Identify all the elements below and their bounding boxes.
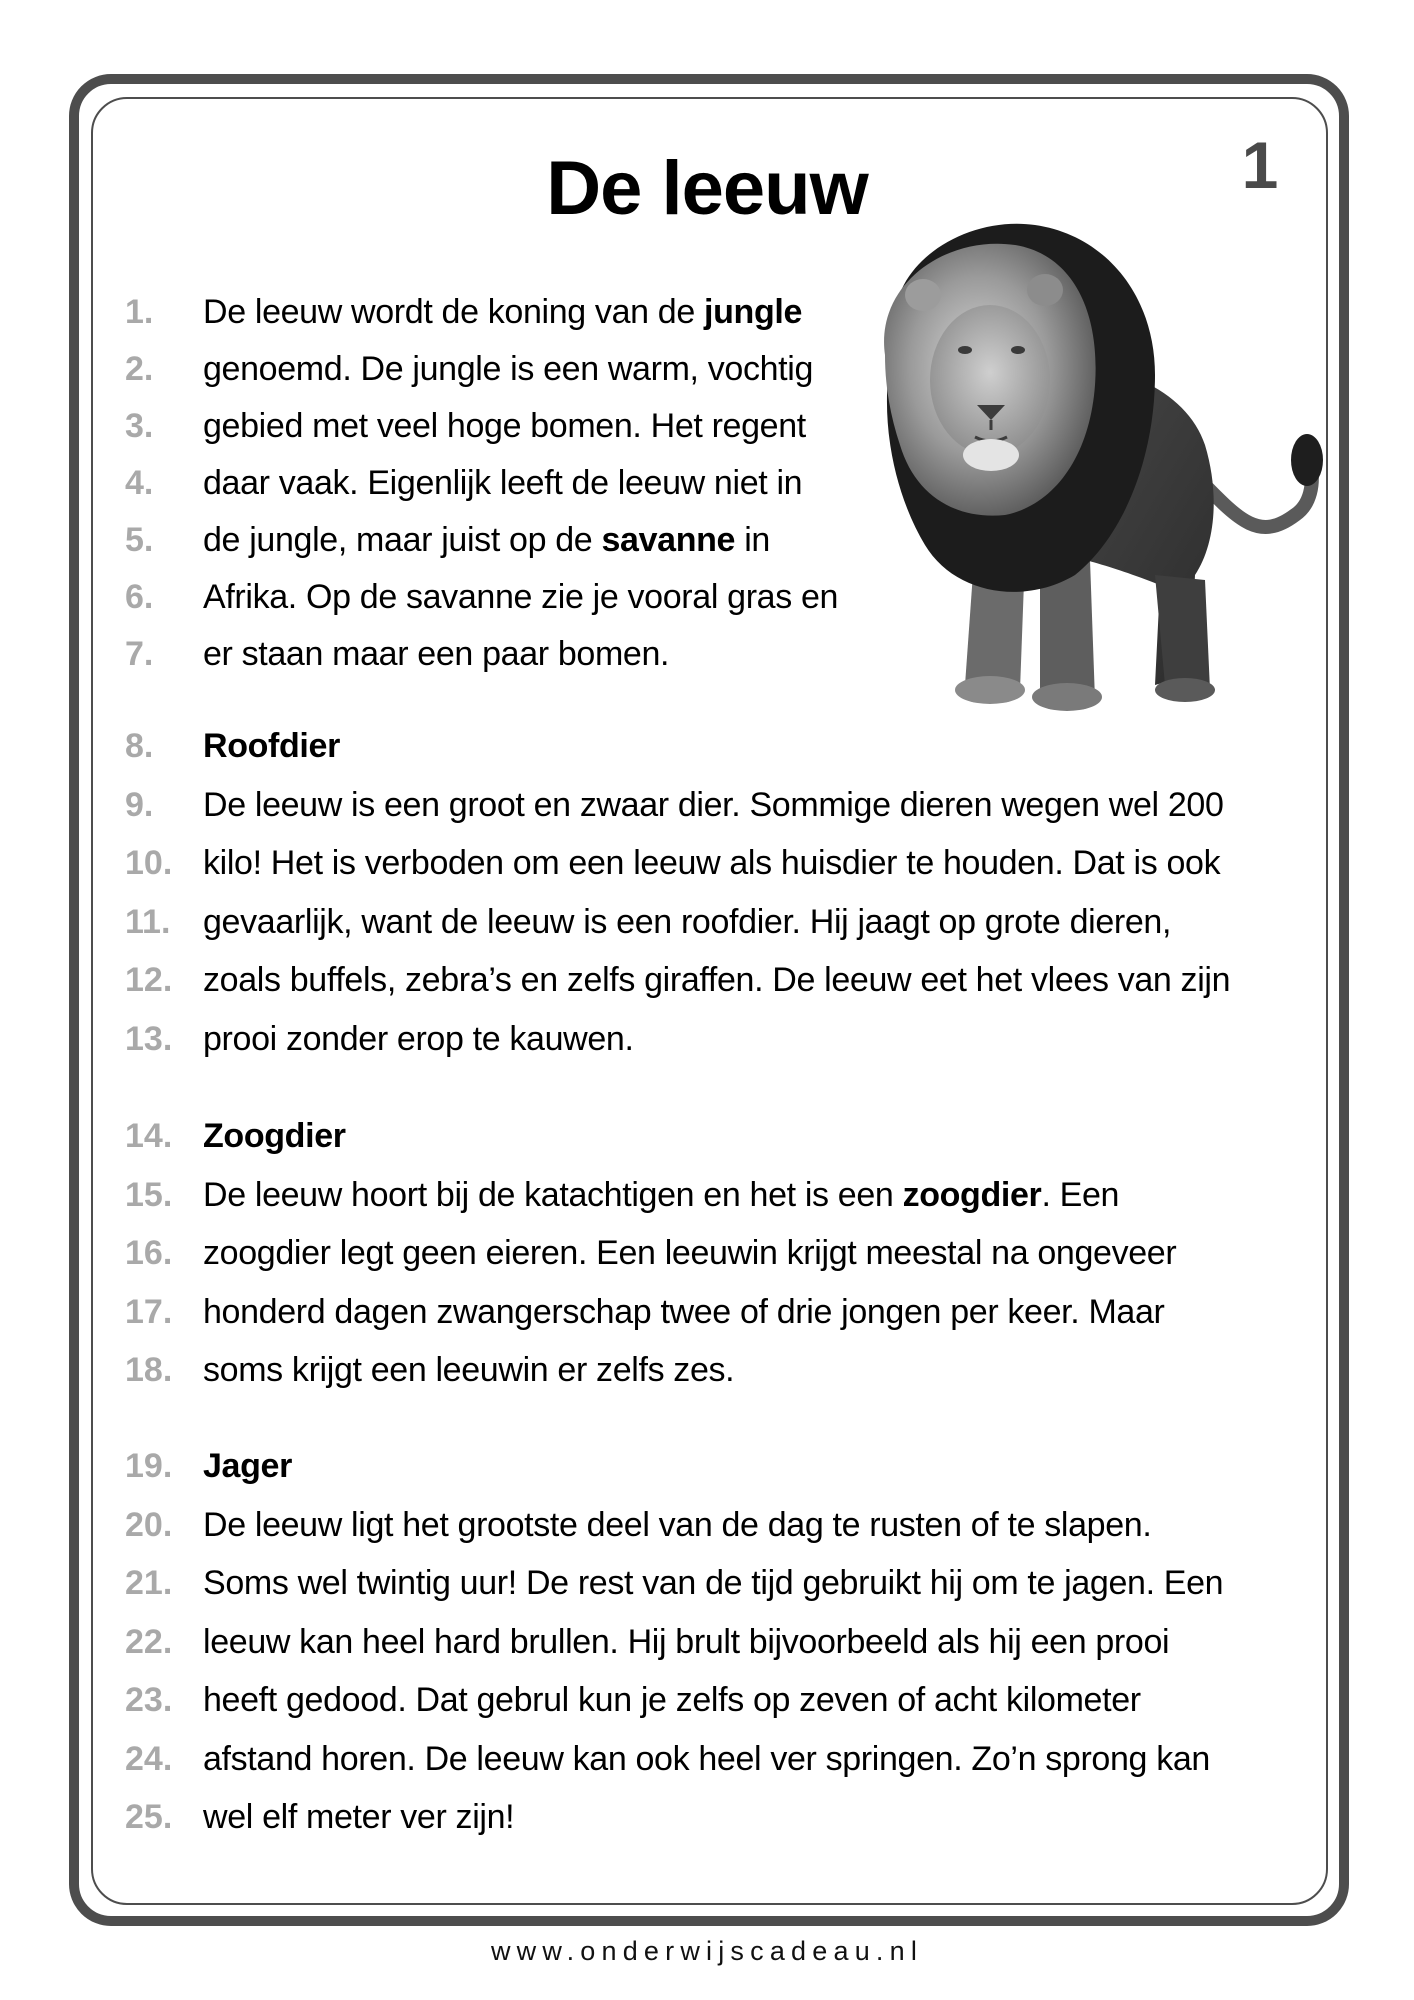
line-number: 19.	[125, 1447, 173, 1485]
text-run: wel elf meter ver zijn!	[203, 1798, 515, 1836]
line-text	[203, 569, 838, 626]
text-section-3	[125, 1107, 1325, 1400]
line-text	[203, 1613, 1169, 1672]
text-run: De leeuw is een groot en zwaar dier. Sommige dieren wegen wel 200	[203, 785, 1224, 824]
line-text	[203, 1341, 734, 1400]
text-run: genoemd. De jungle is een warm, vochtig	[203, 350, 814, 388]
text-section-4	[125, 1437, 1325, 1847]
bold-keyword: savanne	[601, 521, 736, 559]
text-run: leeuw kan heel hard brullen. Hij brult bijvoorbeeld als hij een prooi	[203, 1622, 1170, 1661]
line-number: 18.	[125, 1351, 173, 1389]
text-section-2	[125, 717, 1325, 1068]
line-number: 13.	[125, 1019, 173, 1058]
section-heading-line	[125, 717, 1325, 776]
text-run: de jungle, maar juist op de	[203, 521, 602, 559]
text-line	[125, 1166, 1325, 1225]
text-run: . Een	[1041, 1175, 1120, 1214]
section-heading	[203, 717, 340, 776]
line-number: 24.	[125, 1739, 173, 1778]
text-run: heeft gedood. Dat gebrul kun je zelfs op zeven of acht kilometer	[203, 1681, 1141, 1719]
text-line	[125, 1554, 1325, 1613]
line-text	[203, 776, 1224, 835]
line-number: 5.	[125, 521, 154, 559]
line-number: 25.	[125, 1798, 173, 1836]
line-number: 14.	[125, 1117, 173, 1155]
line-number: 7.	[125, 635, 154, 673]
text-line	[125, 951, 1325, 1010]
text-run: zoals buffels, zebra’s en zelfs giraffen. De leeuw eet het vlees van zijn	[203, 961, 1231, 999]
text-run: De leeuw wordt de koning van de	[203, 293, 705, 331]
line-text	[203, 1671, 1141, 1730]
text-run: Zoogdier	[203, 1117, 346, 1155]
line-text	[203, 1730, 1210, 1789]
text-line	[125, 776, 1325, 835]
text-run: Afrika. Op de savanne zie je vooral gras en	[203, 578, 839, 616]
text-run: Soms wel twintig uur! De rest van de tijd gebruikt hij om te jagen. Een	[203, 1564, 1224, 1602]
text-line	[125, 569, 1325, 626]
bold-keyword: zoogdier	[902, 1175, 1042, 1214]
text-section-1	[125, 284, 1325, 683]
text-line	[125, 1496, 1325, 1555]
text-line	[125, 1010, 1325, 1069]
line-number: 8.	[125, 727, 154, 765]
text-line	[125, 834, 1325, 893]
line-number: 23.	[125, 1681, 173, 1719]
line-text	[203, 626, 669, 683]
line-text	[203, 1554, 1223, 1613]
text-run: soms krijgt een leeuwin er zelfs zes.	[203, 1351, 735, 1389]
line-text	[203, 893, 1171, 952]
line-text	[203, 455, 802, 512]
section-heading-line	[125, 1107, 1325, 1166]
line-text	[203, 951, 1230, 1010]
line-number: 20.	[125, 1505, 173, 1544]
text-line	[125, 1788, 1325, 1847]
text-line	[125, 893, 1325, 952]
text-run: afstand horen. De leeuw kan ook heel ver springen. Zo’n sprong kan	[203, 1739, 1210, 1778]
text-run: De leeuw hoort bij de katachtigen en het is een	[203, 1175, 903, 1214]
text-run: in	[735, 521, 770, 559]
line-number: 6.	[125, 578, 154, 616]
line-number: 22.	[125, 1622, 173, 1661]
text-run: daar vaak. Eigenlijk leeft de leeuw niet in	[203, 464, 803, 502]
line-text	[203, 1496, 1151, 1555]
line-text	[203, 1010, 634, 1069]
line-number: 11.	[125, 902, 171, 941]
line-text	[203, 834, 1220, 893]
text-line	[125, 1283, 1325, 1342]
line-number: 16.	[125, 1234, 173, 1272]
text-run: gebied met veel hoge bomen. Het regent	[203, 407, 806, 445]
line-text	[203, 1283, 1165, 1342]
line-number: 4.	[125, 464, 154, 502]
line-number: 10.	[125, 844, 173, 882]
text-line	[125, 626, 1325, 683]
section-heading	[203, 1107, 346, 1166]
text-run: zoogdier legt geen eieren. Een leeuwin krijgt meestal na ongeveer	[203, 1234, 1177, 1272]
text-run: Jager	[203, 1447, 292, 1485]
text-line	[125, 455, 1325, 512]
text-line	[125, 1224, 1325, 1283]
text-line	[125, 341, 1325, 398]
text-run: honderd dagen zwangerschap twee of drie jongen per keer. Maar	[203, 1292, 1165, 1331]
text-line	[125, 1613, 1325, 1672]
footer-website-url: www.onderwijscadeau.nl	[490, 1936, 924, 1966]
text-run: gevaarlijk, want de leeuw is een roofdier. Hij jaagt op grote dieren,	[203, 902, 1172, 941]
line-text	[203, 1166, 1119, 1225]
line-text	[203, 398, 806, 455]
line-number: 17.	[125, 1292, 173, 1331]
section-heading-line	[125, 1437, 1325, 1496]
text-run: Roofdier	[203, 727, 340, 765]
text-run: De leeuw ligt het grootste deel van de dag te rusten of te slapen.	[203, 1505, 1152, 1544]
text-run: prooi zonder erop te kauwen.	[203, 1019, 634, 1058]
text-line	[125, 284, 1325, 341]
line-number: 1.	[125, 293, 154, 331]
line-number: 2.	[125, 350, 154, 388]
line-number: 15.	[125, 1175, 173, 1214]
line-number: 3.	[125, 407, 154, 445]
line-text	[203, 512, 770, 569]
line-number: 21.	[125, 1564, 173, 1602]
page-title: De leeuw	[546, 146, 868, 231]
line-text	[203, 284, 802, 341]
text-line	[125, 1341, 1325, 1400]
section-heading	[203, 1437, 292, 1496]
text-line	[125, 1671, 1325, 1730]
text-line	[125, 1730, 1325, 1789]
line-text	[203, 1788, 514, 1847]
line-number: 9.	[125, 785, 154, 824]
text-run: kilo! Het is verboden om een leeuw als huisdier te houden. Dat is ook	[203, 844, 1221, 882]
line-number: 12.	[125, 961, 173, 999]
page-number: 1	[1241, 128, 1279, 202]
line-text	[203, 341, 813, 398]
text-line	[125, 398, 1325, 455]
text-line	[125, 512, 1325, 569]
text-run: er staan maar een paar bomen.	[203, 635, 670, 673]
bold-keyword: jungle	[704, 293, 803, 331]
line-text	[203, 1224, 1176, 1283]
